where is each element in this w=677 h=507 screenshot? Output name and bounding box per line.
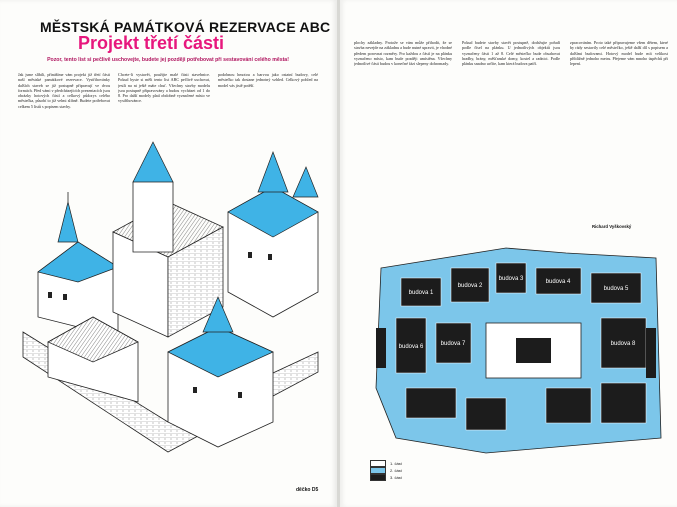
- plan-legend: [370, 460, 402, 481]
- legend-label: 3. část: [390, 475, 402, 480]
- plan-building-label: budova 8: [610, 341, 636, 347]
- plan-building-label: budova 4: [545, 279, 571, 285]
- plan-building-label: budova 6: [398, 344, 424, 350]
- text-column-4: plochy základny. Protože se vám může přihodit, že se stavba nevejde na základnu a bude nutné upravit, je vhodné předem porovnat rozměry. Pro každou z částí je na plánku vyznačeno místo, kam bude později umístěna. Všechny jednotlivé části budou v konečné fázi slepeny dohromady.: [354, 40, 452, 67]
- plan-building-label: budova 5: [603, 286, 629, 292]
- plan-building-label: budova 1: [408, 290, 434, 296]
- text-column-6: zpracováním. Proto také připravujeme všem dětem, které by rády sestavily celé městečko, ještě další díl s popisem a dalšími budovami. Hotový model bude mít velikost přibližně jednoho metru. Přejeme vám mnoho úspěchů při lepení.: [570, 40, 668, 67]
- left-page: [0, 0, 337, 507]
- legend-label: 2. část: [390, 468, 402, 473]
- legend-item: [370, 467, 402, 474]
- castle-illustration: [18, 122, 328, 482]
- legend-item: [370, 460, 402, 467]
- article-author: Richard Vyškovský: [592, 224, 632, 229]
- plan-building-label: budova 2: [457, 283, 483, 289]
- legend-swatch: [370, 460, 386, 467]
- text-column-2: Chcete-li vystavět, použijte malé části stavebnice. Pokud byste si měli tento list ABC pečlivě uschovat, jestli na ni ještě máte chuť. Všechny stavby modelu jsou postupně připravovány a budou vycházet od 1 do 8. Pro další modely platí obdobně vyznačené místo ve vystřihovánce.: [118, 72, 210, 104]
- text-column-3: podobnou hmotou a barvou jako ostatní budovy, celé městečko tak dostane jednotný vzhled. Celkový pohled na model vás jistě potěší.: [218, 72, 318, 88]
- legend-item: [370, 474, 402, 481]
- article-kicker: MĚSTSKÁ PAMÁTKOVÁ REZERVACE ABC: [40, 19, 331, 35]
- text-column-5: Pokud budete stavby stavět postupně, dodržujte pořadí podle čísel na plánku. U jednotlivých objektů jsou vyznačeny části 1 až 8. Celé městečko bude obsahovat hradby, brány, měšťanské domy, kostel a radnici. Podle plánku snadno určíte, kam která budova patří.: [462, 40, 560, 67]
- plan-building-label: budova 3: [498, 276, 524, 282]
- site-plan: [366, 238, 666, 458]
- legend-swatch: [370, 474, 386, 481]
- text-column-1: Jak jsme slíbili, přinášíme vám projekt již třetí části naší městské památkové rezervace. Vystřihovánky dalších staveb se již postupně připravují ve dvou formách. Před vámi v předcházejících prezentacích jsou obrázky hotových částí a celkový půdorys celého městečka, působí to již velmi slibně. Budete potřebovat celkem 5 listů s popisem stavby.: [18, 72, 110, 109]
- plan-building-label: budova 7: [440, 341, 466, 347]
- article-headline: Projekt třetí části: [78, 33, 225, 53]
- legend-swatch: [370, 467, 386, 474]
- page-folio: děčko D5: [296, 487, 319, 493]
- legend-label: 1. část: [390, 461, 402, 466]
- article-lead: Pozor, tento list si pečlivě uschovejte, budete jej později potřebovat při sestavování celého města!: [47, 57, 289, 63]
